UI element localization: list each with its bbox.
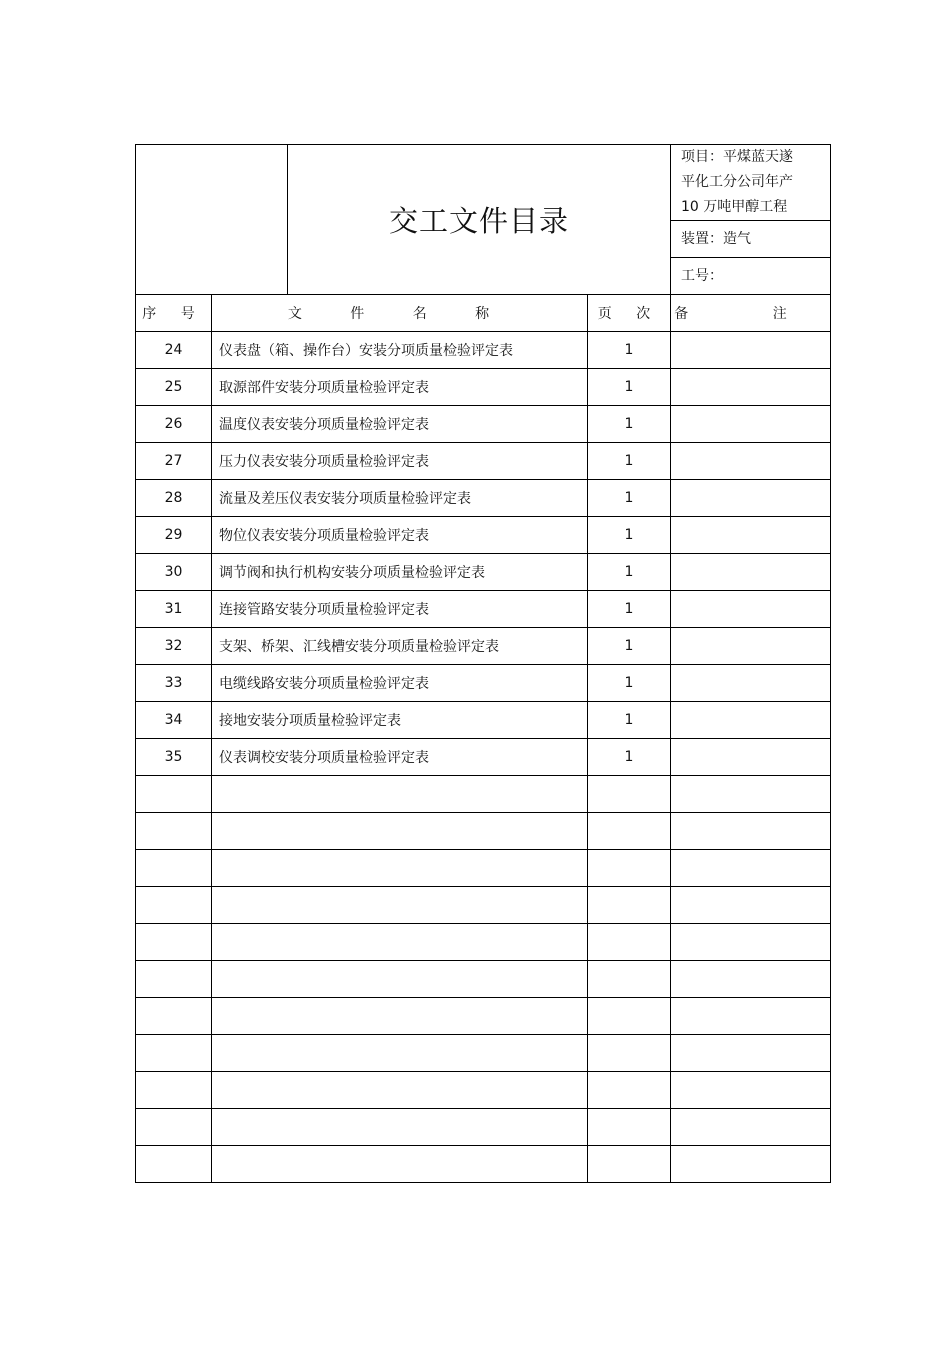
row-name-cell: 压力仪表安装分项质量检验评定表 [212, 443, 588, 480]
table-row [136, 369, 831, 406]
row-name-cell: 连接管路安装分项质量检验评定表 [212, 591, 588, 628]
table-row [136, 517, 831, 554]
row-remark-cell [671, 998, 831, 1035]
column-header-remark: 备 注 [671, 295, 831, 332]
table-row [136, 813, 831, 850]
row-seq-cell: 26 [136, 406, 212, 443]
row-pages-cell [588, 961, 671, 998]
row-seq-cell [136, 1072, 212, 1109]
table-row [136, 1035, 831, 1072]
table-row [136, 1146, 831, 1183]
table-row [136, 1109, 831, 1146]
row-seq-cell: 27 [136, 443, 212, 480]
header-table [135, 144, 831, 295]
row-remark-cell [671, 1072, 831, 1109]
row-seq-cell: 32 [136, 628, 212, 665]
table-row [136, 739, 831, 776]
row-seq-cell [136, 998, 212, 1035]
row-remark-cell [671, 1035, 831, 1072]
row-pages-cell: 1 [588, 702, 671, 739]
row-seq-cell [136, 887, 212, 924]
row-pages-cell: 1 [588, 480, 671, 517]
page-title: 交工文件目录 [288, 145, 671, 295]
row-remark-cell [671, 776, 831, 813]
row-name-cell [212, 998, 588, 1035]
row-pages-cell [588, 1109, 671, 1146]
row-seq-cell [136, 924, 212, 961]
row-seq-cell: 33 [136, 665, 212, 702]
table-row [136, 332, 831, 369]
table-row [136, 406, 831, 443]
row-pages-cell: 1 [588, 628, 671, 665]
row-name-cell: 调节阀和执行机构安装分项质量检验评定表 [212, 554, 588, 591]
row-pages-cell [588, 887, 671, 924]
row-remark-cell [671, 554, 831, 591]
row-remark-cell [671, 406, 831, 443]
row-seq-cell: 35 [136, 739, 212, 776]
table-row [136, 480, 831, 517]
row-seq-cell [136, 1035, 212, 1072]
row-name-cell: 仪表调校安装分项质量检验评定表 [212, 739, 588, 776]
row-name-cell [212, 776, 588, 813]
column-header-pages: 页 次 [588, 295, 671, 332]
row-seq-cell [136, 850, 212, 887]
row-remark-cell [671, 702, 831, 739]
row-seq-cell: 31 [136, 591, 212, 628]
row-seq-cell: 34 [136, 702, 212, 739]
row-name-cell [212, 961, 588, 998]
table-row [136, 591, 831, 628]
row-name-cell [212, 850, 588, 887]
row-remark-cell [671, 665, 831, 702]
row-pages-cell [588, 776, 671, 813]
row-name-cell: 流量及差压仪表安装分项质量检验评定表 [212, 480, 588, 517]
project-info-cell [671, 145, 831, 221]
table-header-row [136, 295, 831, 332]
row-name-cell: 支架、桥架、汇线槽安装分项质量检验评定表 [212, 628, 588, 665]
row-pages-cell [588, 924, 671, 961]
row-seq-cell: 30 [136, 554, 212, 591]
row-seq-cell: 25 [136, 369, 212, 406]
table-row [136, 998, 831, 1035]
row-seq-cell: 24 [136, 332, 212, 369]
row-remark-cell [671, 887, 831, 924]
row-pages-cell [588, 850, 671, 887]
row-name-cell [212, 924, 588, 961]
row-remark-cell [671, 443, 831, 480]
table-row [136, 961, 831, 998]
row-pages-cell [588, 813, 671, 850]
row-pages-cell: 1 [588, 665, 671, 702]
row-name-cell [212, 887, 588, 924]
row-remark-cell [671, 480, 831, 517]
table-row [136, 443, 831, 480]
row-remark-cell [671, 813, 831, 850]
row-pages-cell: 1 [588, 406, 671, 443]
row-pages-cell: 1 [588, 739, 671, 776]
row-pages-cell [588, 1146, 671, 1183]
column-header-seq: 序 号 [136, 295, 212, 332]
table-row [136, 554, 831, 591]
row-pages-cell: 1 [588, 517, 671, 554]
row-pages-cell: 1 [588, 554, 671, 591]
row-remark-cell [671, 739, 831, 776]
project-line-1: 项目：平煤蓝天遂 [681, 149, 793, 165]
table-row [136, 628, 831, 665]
row-name-cell [212, 1146, 588, 1183]
row-pages-cell: 1 [588, 369, 671, 406]
row-name-cell: 仪表盘（箱、操作台）安装分项质量检验评定表 [212, 332, 588, 369]
row-remark-cell [671, 961, 831, 998]
table-row [136, 776, 831, 813]
row-name-cell [212, 1109, 588, 1146]
row-pages-cell [588, 1072, 671, 1109]
project-line-2: 平化工分公司年产 [681, 174, 793, 190]
row-seq-cell: 28 [136, 480, 212, 517]
row-name-cell [212, 1072, 588, 1109]
row-remark-cell [671, 924, 831, 961]
file-list-table [135, 294, 831, 1183]
row-name-cell: 温度仪表安装分项质量检验评定表 [212, 406, 588, 443]
logo-blank-cell [136, 145, 288, 295]
row-seq-cell [136, 776, 212, 813]
row-name-cell [212, 813, 588, 850]
row-remark-cell [671, 591, 831, 628]
row-pages-cell: 1 [588, 591, 671, 628]
row-remark-cell [671, 628, 831, 665]
table-row [136, 850, 831, 887]
row-seq-cell [136, 1109, 212, 1146]
row-seq-cell [136, 813, 212, 850]
row-remark-cell [671, 1146, 831, 1183]
row-seq-cell [136, 1146, 212, 1183]
row-name-cell: 电缆线路安装分项质量检验评定表 [212, 665, 588, 702]
table-row [136, 665, 831, 702]
row-remark-cell [671, 1109, 831, 1146]
unit-cell: 装置：造气 [671, 221, 831, 258]
row-name-cell: 物位仪表安装分项质量检验评定表 [212, 517, 588, 554]
row-pages-cell: 1 [588, 443, 671, 480]
table-row [136, 702, 831, 739]
row-name-cell: 取源部件安装分项质量检验评定表 [212, 369, 588, 406]
row-remark-cell [671, 369, 831, 406]
row-name-cell: 接地安装分项质量检验评定表 [212, 702, 588, 739]
row-seq-cell: 29 [136, 517, 212, 554]
row-pages-cell [588, 998, 671, 1035]
table-row [136, 1072, 831, 1109]
table-row [136, 924, 831, 961]
row-remark-cell [671, 332, 831, 369]
row-remark-cell [671, 517, 831, 554]
row-pages-cell [588, 1035, 671, 1072]
table-row [136, 887, 831, 924]
project-line-3: 10 万吨甲醇工程 [681, 199, 788, 215]
job-no-cell: 工号： [671, 258, 831, 295]
column-header-name: 文 件 名 称 [212, 295, 588, 332]
row-remark-cell [671, 850, 831, 887]
document-sheet [135, 144, 830, 1183]
row-seq-cell [136, 961, 212, 998]
row-name-cell [212, 1035, 588, 1072]
row-pages-cell: 1 [588, 332, 671, 369]
